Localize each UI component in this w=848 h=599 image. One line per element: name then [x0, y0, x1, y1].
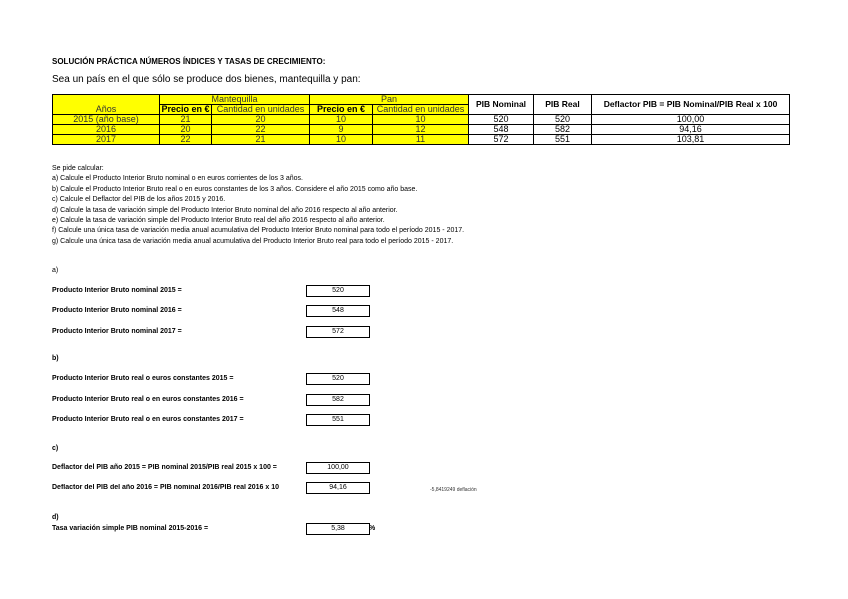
list-item: f) Calcule una única tasa de variación media anual acumulativa del Producto Interior Bruto nominal para todo el período 2015 - 2017. — [52, 227, 465, 235]
cell-pib-real: 582 — [534, 125, 592, 135]
header-anos: Años — [53, 105, 160, 115]
table-row — [53, 115, 790, 125]
header-cantidad-mantequilla: Cantidad en unidades — [212, 105, 310, 115]
answer-label: Producto Interior Bruto real o en euros constantes 2017 = — [52, 416, 244, 423]
list-item: d) Calcule la tasa de variación simple del Producto Interior Bruto nominal del año 2016 respecto al año anterior. — [52, 206, 398, 214]
cell-year: 2015 (año base) — [53, 115, 160, 125]
answer-box: 572 — [306, 326, 370, 338]
answer-box: 520 — [306, 285, 370, 297]
section-d-label: d) — [52, 514, 59, 521]
header-group-pan: Pan — [310, 95, 469, 105]
cell-precio-pan: 10 — [310, 135, 373, 145]
cell-cantidad-mantequilla: 22 — [212, 125, 310, 135]
cell-pib-real: 520 — [534, 115, 592, 125]
answer-label: Producto Interior Bruto nominal 2015 = — [52, 287, 182, 294]
header-cantidad-pan: Cantidad en unidades — [373, 105, 469, 115]
answer-box: 100,00 — [306, 462, 370, 474]
list-item: b) Calcule el Producto Interior Bruto real o en euros constantes de los 3 años. Considere el año 2015 como año base. — [52, 185, 418, 193]
answer-label: Producto Interior Bruto nominal 2016 = — [52, 307, 182, 314]
cell-deflactor: 94,16 — [592, 125, 790, 135]
table-row — [53, 125, 790, 135]
header-precio-mantequilla: Precio en € — [161, 104, 210, 114]
list-item: Se pide calcular: — [52, 165, 104, 172]
cell-pib-real: 551 — [534, 135, 592, 145]
cell-precio-pan: 10 — [310, 115, 373, 125]
answer-label: Tasa variación simple PIB nominal 2015-2016 = — [52, 525, 209, 532]
data-table — [52, 94, 790, 145]
table-header-row-1 — [53, 95, 790, 105]
answer-box: 551 — [306, 414, 370, 426]
answer-label: Producto Interior Bruto nominal 2017 = — [52, 328, 182, 335]
header-precio-pan: Precio en € — [310, 105, 373, 115]
cell-deflactor: 100,00 — [592, 115, 790, 125]
cell-precio-mantequilla: 21 — [160, 115, 212, 125]
cell-cantidad-mantequilla: 20 — [212, 115, 310, 125]
header-group-mantequilla: Mantequilla — [160, 95, 310, 105]
answer-label: Producto Interior Bruto real o en euros constantes 2016 = — [52, 396, 244, 403]
cell-pib-nominal: 572 — [469, 135, 534, 145]
cell-cantidad-mantequilla: 21 — [212, 135, 310, 145]
intro-text: Sea un país en el que sólo se produce dos bienes, mantequilla y pan: — [52, 74, 361, 85]
cell-cantidad-pan: 10 — [373, 115, 469, 125]
cell-cantidad-pan: 11 — [373, 135, 469, 145]
section-b-label: b) — [52, 355, 59, 362]
cell-pib-nominal: 520 — [469, 115, 534, 125]
list-item: a) Calcule el Producto Interior Bruto nominal o en euros corrientes de los 3 años. — [52, 175, 303, 183]
header-pib-real: PIB Real — [534, 95, 592, 115]
list-item: c) Calcule el Deflactor del PIB de los años 2015 y 2016. — [52, 196, 226, 204]
answer-box: 520 — [306, 373, 370, 385]
document-title: SOLUCIÓN PRÁCTICA NÚMEROS ÍNDICES Y TASAS DE CRECIMIENTO: — [52, 57, 326, 66]
answer-label: Deflactor del PIB año 2015 = PIB nominal 2015/PIB real 2015 x 100 = — [52, 464, 277, 471]
section-c-label: c) — [52, 445, 59, 452]
cell-year: 2017 — [53, 135, 160, 145]
answer-box: 94,16 — [306, 482, 370, 494]
cell-precio-mantequilla: 20 — [160, 125, 212, 135]
answer-box: 582 — [306, 394, 370, 406]
answer-label: Deflactor del PIB del año 2016 = PIB nominal 2016/PIB real 2016 x 10 — [52, 484, 280, 491]
list-item: e) Calcule la tasa de variación simple del Producto Interior Bruto real del año 2016 respecto al año anterior. — [52, 217, 385, 225]
answer-label: Producto Interior Bruto real o euros constantes 2015 = — [52, 375, 234, 382]
header-deflactor: Deflactor PIB = PIB Nominal/PIB Real x 100 — [592, 95, 790, 115]
cell-year: 2016 — [53, 125, 160, 135]
list-item: g) Calcule una única tasa de variación media anual acumulativa del Producto Interior Bruto real para todo el período 2015 - 2017. — [52, 237, 454, 245]
cell-deflactor: 103,81 — [592, 135, 790, 145]
section-a-label: a) — [52, 267, 59, 274]
cell-precio-pan: 9 — [310, 125, 373, 135]
answer-box: 5,38 — [306, 523, 370, 535]
answer-box: 548 — [306, 305, 370, 317]
cell-precio-mantequilla: 22 — [160, 135, 212, 145]
table-row — [53, 135, 790, 145]
header-empty — [53, 95, 160, 105]
header-pib-nominal: PIB Nominal — [469, 95, 534, 115]
cell-pib-nominal: 548 — [469, 125, 534, 135]
cell-cantidad-pan: 12 — [373, 125, 469, 135]
questions-list — [52, 164, 464, 247]
percent-unit: % — [369, 525, 376, 532]
deflation-note: -5,8419249 deflación — [430, 487, 477, 493]
